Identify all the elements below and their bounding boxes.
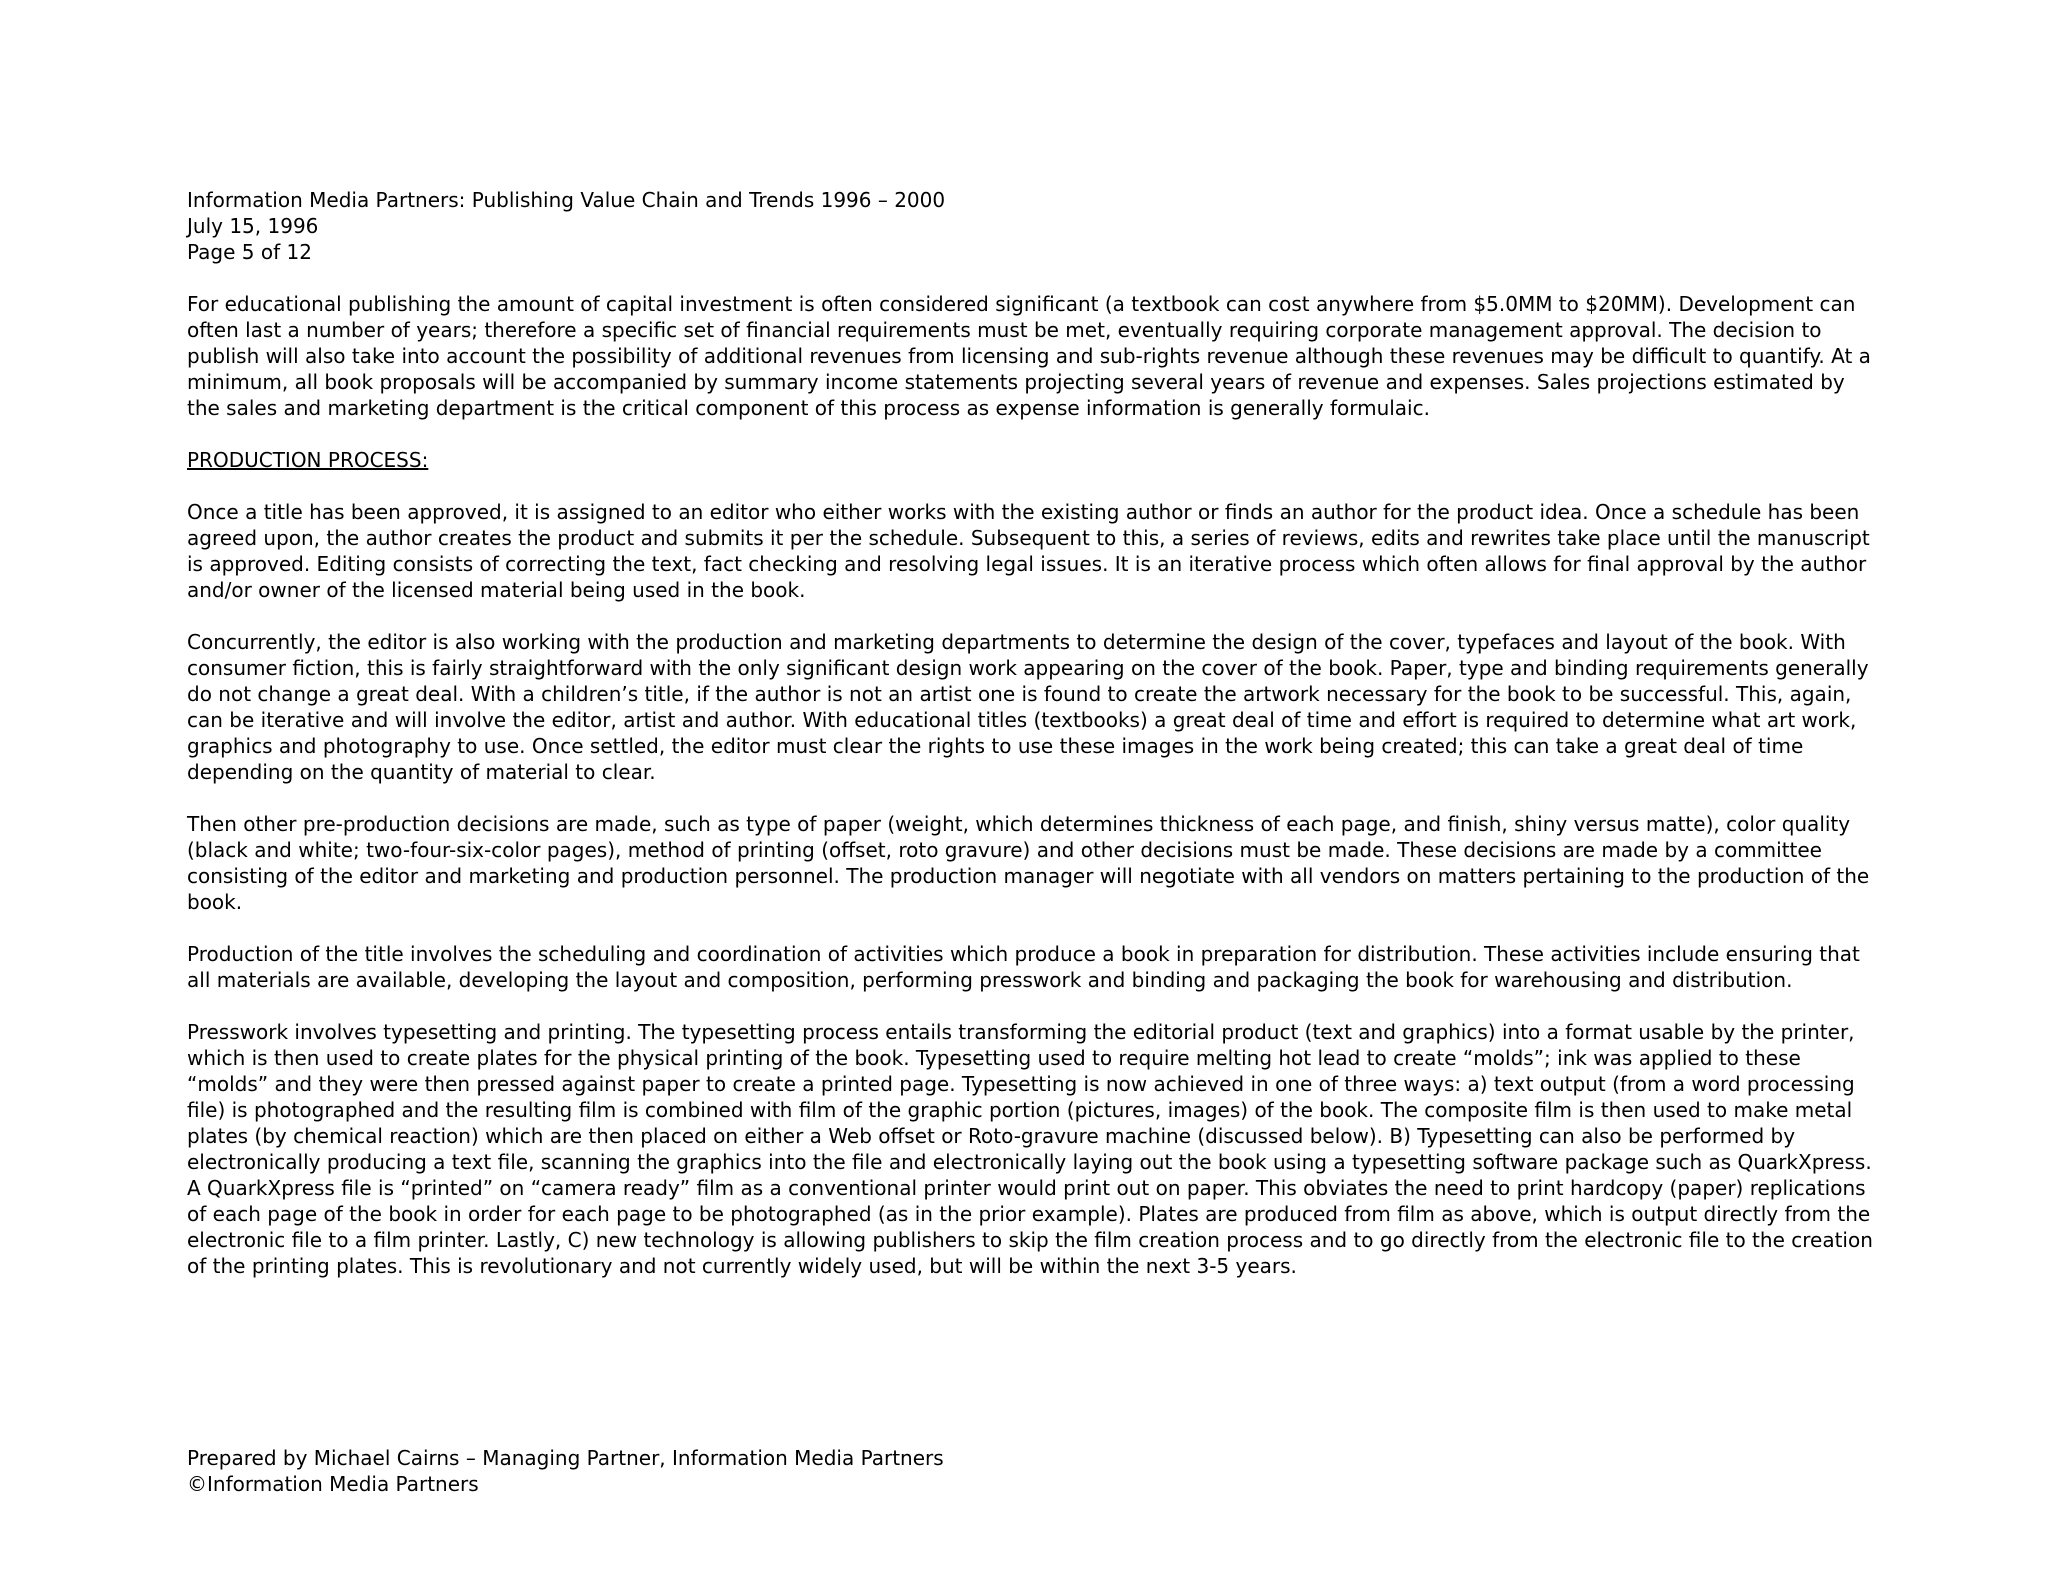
document-title: Information Media Partners: Publishing Value Chain and Trends 1996 – 2000: [187, 188, 946, 212]
paragraph-title-approval: Once a title has been approved, it is assigned to an editor who either works with the existing author or finds an author for the product idea. Once a schedule has been agreed upon, the author creates the product and submits it per the schedule. Subsequent to this, a series of reviews, edits and rewrites take place until the manuscript is approved. Editing consists of correcting the text, fact checking and resolving legal issues. It is an iterative process which often allows for final approval by the author and/or owner of the licensed material being used in the book.: [187, 500, 1870, 602]
copyright: ©Information Media Partners: [187, 1472, 479, 1496]
paragraph-pre-production: Then other pre-production decisions are made, such as type of paper (weight, which determines thickness of each page, and finish, shiny versus matte), color quality (black and white; two-four-six-color pages), method of printing (offset, roto gravure) and other decisions must be made. These decisions are made by a committee consisting of the editor and marketing and production personnel. The production manager will negotiate with all vendors on matters pertaining to the production of the book.: [187, 812, 1870, 914]
page-number: Page 5 of 12: [187, 240, 312, 264]
intro-paragraph: For educational publishing the amount of capital investment is often considered significant (a textbook can cost anywhere from $5.0MM to $20MM). Development can often last a number of years; therefore a specific set of financial requirements must be met, eventually requiring corporate management approval. The decision to publish will also take into account the possibility of additional revenues from licensing and sub-rights revenue although these revenues may be difficult to quantify. At a minimum, all book proposals will be accompanied by summary income statements projecting several years of revenue and expenses. Sales projections estimated by the sales and marketing department is the critical component of this process as expense information is generally formulaic.: [187, 292, 1871, 420]
paragraph-production: Production of the title involves the scheduling and coordination of activities which produce a book in preparation for distribution. These activities include ensuring that all materials are available, developing the layout and composition, performing presswork and binding and packaging the book for warehousing and distribution.: [187, 942, 1860, 992]
page-footer: [187, 1445, 944, 1497]
document-date: July 15, 1996: [187, 214, 319, 238]
prepared-by: Prepared by Michael Cairns – Managing Partner, Information Media Partners: [187, 1446, 944, 1470]
paragraph-design: Concurrently, the editor is also working with the production and marketing departments to determine the design of the cover, typefaces and layout of the book. With consumer fiction, this is fairly straightforward with the only significant design work appearing on the cover of the book. Paper, type and binding requirements generally do not change a great deal. With a children’s title, if the author is not an artist one is found to create the artwork necessary for the book to be successful. This, again, can be iterative and will involve the editor, artist and author. With educational titles (textbooks) a great deal of time and effort is required to determine what art work, graphics and photography to use. Once settled, the editor must clear the rights to use these images in the work being created; this can take a great deal of time depending on the quantity of material to clear.: [187, 630, 1869, 784]
section-heading-production-process: PRODUCTION PROCESS:: [187, 448, 429, 472]
page-content: [187, 187, 1877, 1279]
paragraph-presswork: Presswork involves typesetting and printing. The typesetting process entails transforming the editorial product (text and graphics) into a format usable by the printer, which is then used to create plates for the physical printing of the book. Typesetting used to require melting hot lead to create “molds”; ink was applied to these “molds” and they were then pressed against paper to create a printed page. Typesetting is now achieved in one of three ways: a) text output (from a word processing file) is photographed and the resulting film is combined with film of the graphic portion (pictures, images) of the book. The composite film is then used to make metal plates (by chemical reaction) which are then placed on either a Web offset or Roto-gravure machine (discussed below). B) Typesetting can also be performed by electronically producing a text file, scanning the graphics into the file and electronically laying out the book using a typesetting software package such as QuarkXpress. A QuarkXpress file is “printed” on “camera ready” film as a conventional printer would print out on paper. This obviates the need to print hardcopy (paper) replications of each page of the book in order for each page to be photographed (as in the prior example). Plates are produced from film as above, which is output directly from the electronic file to a film printer. Lastly, C) new technology is allowing publishers to skip the film creation process and to go directly from the electronic file to the creation of the printing plates. This is revolutionary and not currently widely used, but will be within the next 3-5 years.: [187, 1020, 1873, 1278]
